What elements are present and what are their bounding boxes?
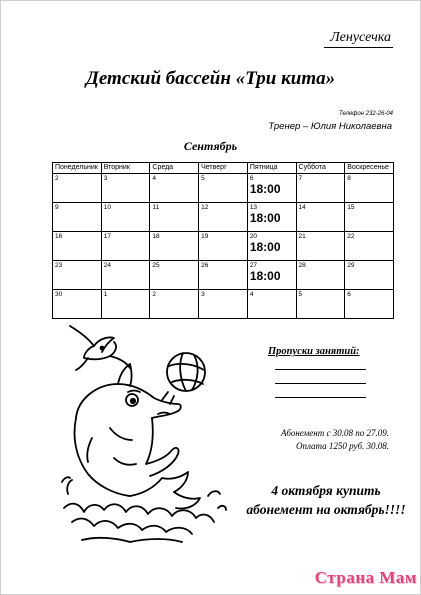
calendar-day-cell	[101, 174, 150, 203]
calendar-week-row	[53, 203, 394, 232]
header-thursday: Четверг	[199, 163, 248, 174]
calendar-day-cell	[150, 290, 199, 319]
calendar-week-row	[53, 290, 394, 319]
day-number: 8	[347, 175, 351, 182]
abonement-period: Абонемент с 30.08 по 27.09.	[281, 428, 389, 438]
day-number: 17	[103, 233, 111, 240]
day-number: 2	[152, 291, 157, 298]
day-number: 28	[298, 262, 306, 269]
calendar-day-cell	[150, 174, 199, 203]
calendar-day-cell	[345, 174, 394, 203]
class-time: 18:00	[249, 240, 281, 254]
day-number: 10	[103, 204, 111, 211]
dolphin-drawing	[75, 364, 201, 509]
calendar-day-cell	[53, 290, 102, 319]
skips-line-2	[275, 383, 366, 384]
calendar-day-cell	[247, 174, 296, 203]
skips-label: Пропуски занятий:	[268, 346, 360, 357]
day-number: 24	[103, 262, 111, 269]
day-number: 21	[298, 233, 306, 240]
calendar-week-row	[53, 232, 394, 261]
signature: Ленусечка	[324, 30, 393, 48]
day-number: 20	[249, 233, 258, 240]
calendar-day-cell	[150, 261, 199, 290]
calendar-day-cell	[247, 203, 296, 232]
day-number: 25	[152, 262, 160, 269]
calendar-day-cell	[345, 232, 394, 261]
day-number: 22	[347, 233, 355, 240]
calendar-day-cell	[199, 203, 248, 232]
day-number: 14	[298, 204, 306, 211]
header-wednesday: Среда	[150, 163, 199, 174]
skips-line-1	[275, 369, 366, 370]
water-splash-drawing	[62, 477, 226, 542]
day-number: 3	[103, 175, 108, 182]
calendar-day-cell	[296, 174, 345, 203]
calendar-day-cell	[345, 203, 394, 232]
calendar-day-cell	[150, 232, 199, 261]
day-number: 3	[201, 291, 205, 298]
watermark-logo: Страна Мам	[314, 568, 417, 587]
abonement-payment: Оплата 1250 руб. 30.08.	[295, 441, 389, 451]
calendar-day-cell	[199, 174, 248, 203]
buy-reminder: 4 октября купить абонемент на октябрь!!!!	[246, 483, 406, 517]
header-monday: Понедельник	[53, 163, 102, 174]
header-sunday: Воскресенье	[345, 163, 394, 174]
day-number: 1	[103, 291, 108, 298]
day-number: 15	[347, 204, 355, 211]
skips-line-3	[275, 397, 366, 398]
calendar-day-cell	[101, 232, 150, 261]
day-number: 9	[55, 204, 59, 211]
page-title: Детский бассейн «Три кита»	[85, 68, 336, 89]
day-number: 29	[347, 262, 355, 269]
seagull-drawing	[70, 326, 130, 370]
page-border-top	[0, 0, 421, 1]
month-title: Сентябрь	[183, 139, 238, 153]
class-time: 18:00	[249, 182, 281, 196]
calendar-day-cell	[247, 261, 296, 290]
calendar-day-cell	[345, 261, 394, 290]
coach-name: Тренер – Юлия Николаевна	[268, 121, 392, 132]
calendar-day-cell	[247, 290, 296, 319]
day-number: 12	[201, 204, 209, 211]
calendar-week-row	[53, 174, 394, 203]
calendar-day-cell	[345, 290, 394, 319]
phone-number: Телефон 232-26-04	[339, 111, 393, 117]
ball-drawing	[162, 353, 205, 404]
day-number: 23	[55, 262, 63, 269]
calendar-day-cell	[247, 232, 296, 261]
day-number: 5	[298, 291, 303, 298]
calendar-day-cell	[296, 290, 345, 319]
calendar-day-cell	[296, 261, 345, 290]
calendar-day-cell	[101, 261, 150, 290]
header-saturday: Суббота	[296, 163, 345, 174]
class-time: 18:00	[249, 269, 281, 283]
day-number: 6	[249, 175, 254, 182]
abonement-info	[281, 427, 389, 453]
day-number: 19	[201, 233, 209, 240]
header-tuesday: Вторник	[101, 163, 150, 174]
day-number: 4	[249, 291, 254, 298]
calendar-day-cell	[101, 203, 150, 232]
day-number: 11	[152, 204, 160, 211]
calendar-day-cell	[199, 290, 248, 319]
day-number: 30	[55, 291, 63, 298]
calendar-header-row	[53, 163, 394, 174]
header-friday: Пятница	[247, 163, 296, 174]
calendar-table	[52, 162, 394, 319]
calendar-day-cell	[53, 261, 102, 290]
calendar-week-row	[53, 261, 394, 290]
day-number: 13	[249, 204, 258, 211]
calendar-day-cell	[199, 261, 248, 290]
day-number: 26	[201, 262, 209, 269]
calendar-day-cell	[199, 232, 248, 261]
day-number: 5	[201, 175, 205, 182]
day-number: 18	[152, 233, 160, 240]
calendar-day-cell	[101, 290, 150, 319]
day-number: 6	[347, 291, 351, 298]
calendar-day-cell	[296, 203, 345, 232]
calendar-day-cell	[53, 174, 102, 203]
calendar-day-cell	[150, 203, 199, 232]
day-number: 2	[55, 175, 59, 182]
day-number: 7	[298, 175, 303, 182]
calendar-day-cell	[296, 232, 345, 261]
day-number: 4	[152, 175, 157, 182]
day-number: 27	[249, 262, 258, 269]
day-number: 16	[55, 233, 63, 240]
class-time: 18:00	[249, 211, 281, 225]
dolphin-bird-ball-illustration	[58, 318, 228, 548]
calendar-day-cell	[53, 203, 102, 232]
calendar-day-cell	[53, 232, 102, 261]
